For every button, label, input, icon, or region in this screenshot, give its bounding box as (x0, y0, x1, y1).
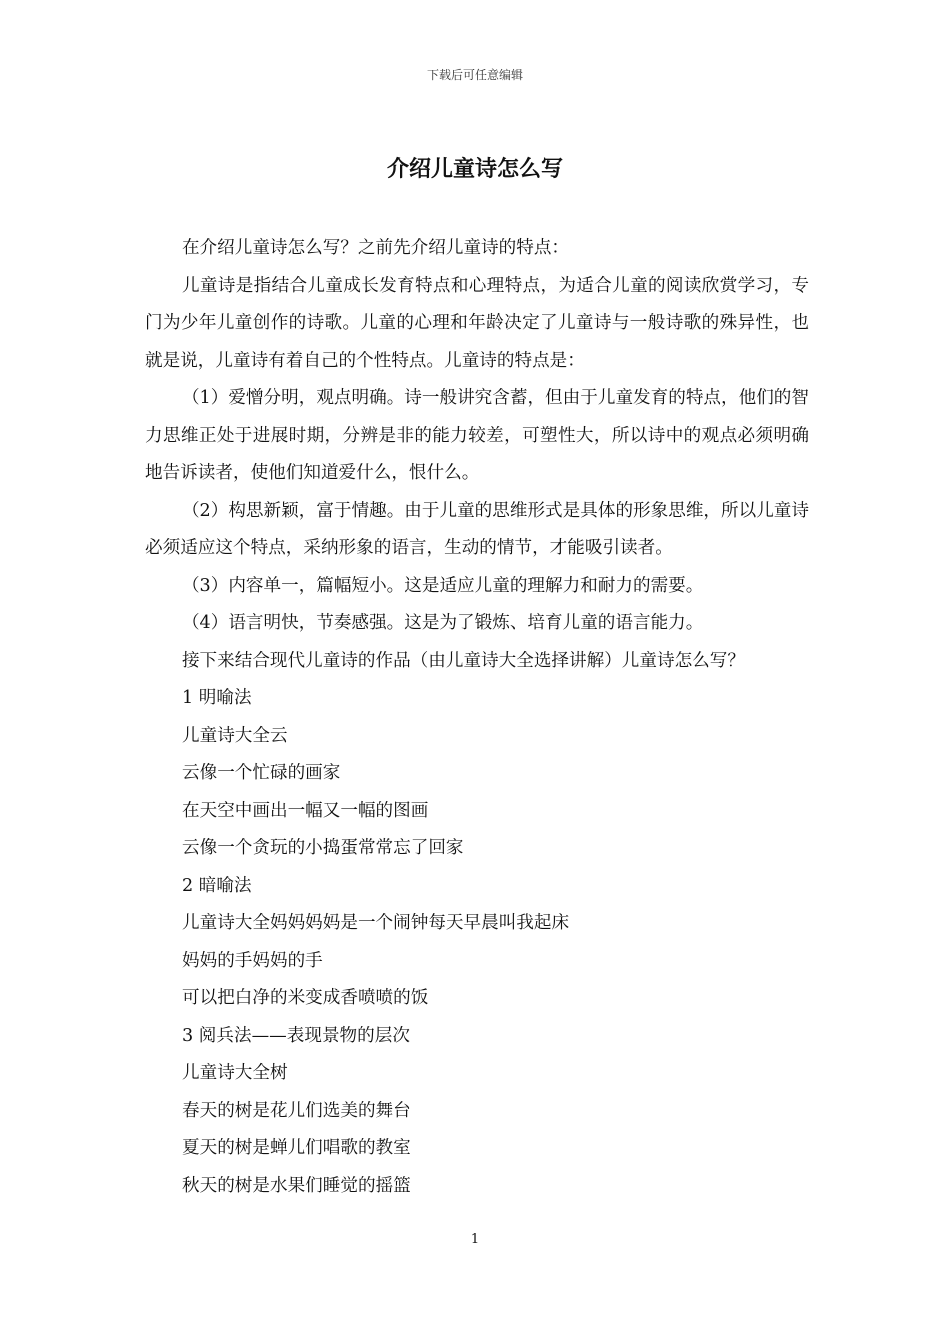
section-heading-parade: 3 阅兵法——表现景物的层次 (182, 1025, 410, 1046)
page-number: 1 (470, 1232, 480, 1247)
poem-line: 夏天的树是蝉儿们唱歌的教室 (182, 1138, 411, 1158)
paragraph-feature-4: （4）语言明快，节奏感强。这是为了锻炼、培育儿童的语言能力。 (181, 613, 704, 633)
poem-line: 秋天的树是水果们睡觉的摇篮 (182, 1175, 411, 1196)
header-note: 下载后可任意编辑 (426, 68, 523, 82)
poem-title-mother: 儿童诗大全妈妈妈妈是一个闹钟每天早晨叫我起床 (182, 913, 570, 933)
paragraph-intro: 在介绍儿童诗怎么写？之前先介绍儿童诗的特点： (181, 238, 570, 258)
document-title: 介绍儿童诗怎么写 (386, 156, 563, 182)
section-heading-metaphor: 2 暗喻法 (182, 875, 252, 896)
poem-title-tree: 儿童诗大全树 (182, 1063, 288, 1083)
paragraph-definition: 儿童诗是指结合儿童成长发育特点和心理特点，为适合儿童的阅读欣赏学习，专门为少年儿童创作的诗歌。儿童的心理和年龄决定了儿童诗与一般诗歌的殊异性，也就是说，儿童诗有着自己的个性特点。儿童诗的特点是： (145, 275, 809, 371)
section-heading-simile: 1 明喻法 (182, 688, 252, 708)
poem-line: 在天空中画出一幅又一幅的图画 (182, 800, 429, 821)
poem-line: 春天的树是花儿们选美的舞台 (182, 1100, 411, 1121)
poem-line: 云像一个贪玩的小捣蛋常常忘了回家 (182, 838, 464, 858)
paragraph-feature-3: （3）内容单一，篇幅短小。这是适应儿童的理解力和耐力的需要。 (181, 575, 704, 596)
paragraph-feature-1: （1）爱憎分明，观点明确。诗一般讲究含蓄，但由于儿童发育的特点，他们的智力思维正处于进展时期，分辨是非的能力较差，可塑性大，所以诗中的观点必须明确地告诉读者，使他们知道爱什么，恨什么。 (145, 388, 809, 483)
poem-line: 妈妈的手妈妈的手 (182, 950, 323, 971)
poem-line: 可以把白净的米变成香喷喷的饭 (182, 988, 429, 1008)
paragraph-feature-2: （2）构思新颖，富于情趣。由于儿童的思维形式是具体的形象思维，所以儿童诗必须适应这个特点，采纳形象的语言，生动的情节，才能吸引读者。 (145, 500, 809, 558)
document-body (145, 230, 809, 1205)
poem-title-cloud: 儿童诗大全云 (182, 725, 288, 746)
paragraph-transition: 接下来结合现代儿童诗的作品（由儿童诗大全选择讲解）儿童诗怎么写？ (181, 650, 745, 671)
poem-line: 云像一个忙碌的画家 (182, 763, 341, 783)
